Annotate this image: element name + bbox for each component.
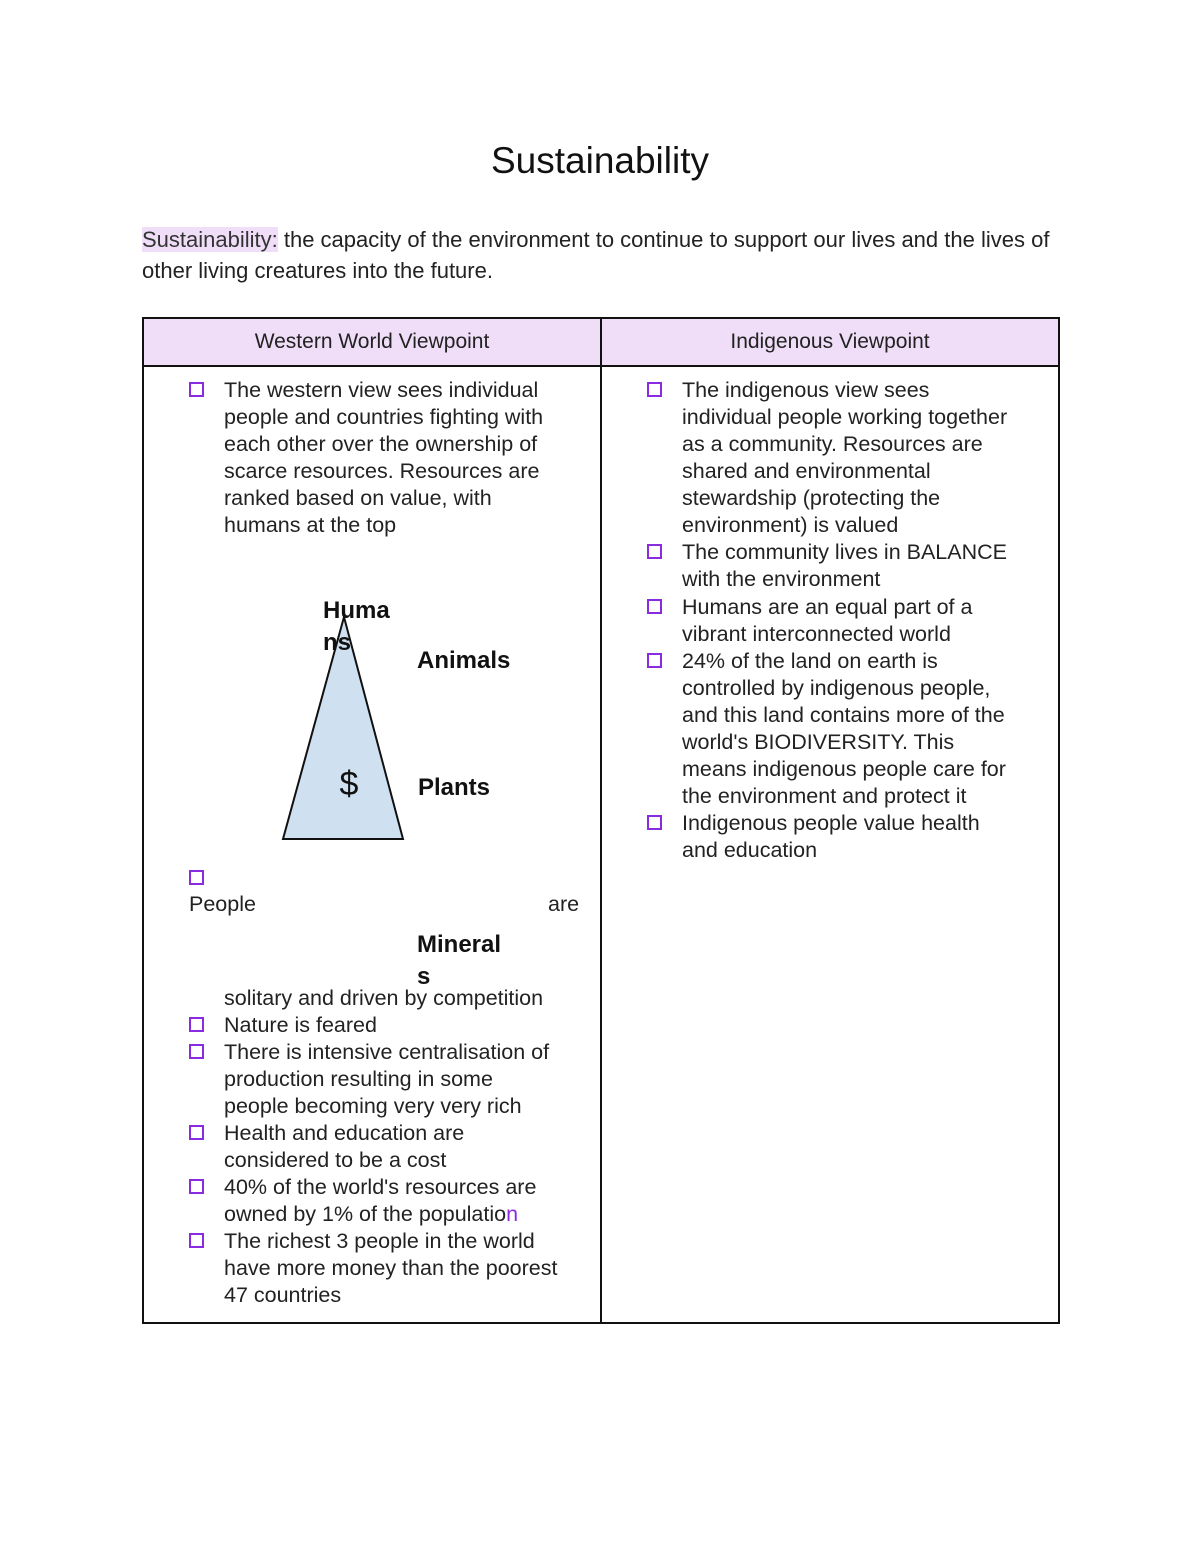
list-item: Humans are an equal part of a vibrant interconnected world xyxy=(647,594,1017,648)
pyramid-label-animals: Animals xyxy=(417,647,511,674)
western-header: Western World Viewpoint xyxy=(143,318,601,366)
definition-text: the capacity of the environment to continue to support our lives and the lives of other living creatures into the future. xyxy=(142,227,1050,283)
people-continuation: solitary and driven by competition xyxy=(224,986,544,1010)
page-title: Sustainability xyxy=(490,140,709,181)
checkbox-icon xyxy=(647,653,662,668)
indigenous-header: Indigenous Viewpoint xyxy=(601,318,1059,366)
western-column xyxy=(143,366,601,1323)
list-item: There is intensive centralisation of production resulting in some people becoming very very rich xyxy=(189,1039,559,1120)
checkbox-icon xyxy=(189,1044,204,1059)
definition-paragraph xyxy=(142,224,1062,286)
pyramid-label-plants: Plants xyxy=(418,774,491,801)
people-word: People xyxy=(189,892,256,916)
viewpoints-table xyxy=(142,317,1060,1324)
list-item: 40% of the world's resources are owned by 1% of the population xyxy=(189,1174,559,1228)
checkbox-icon xyxy=(647,599,662,614)
list-item: Nature is feared xyxy=(189,1012,559,1039)
list-item: Indigenous people value health and education xyxy=(647,810,1017,864)
list-item: 24% of the land on earth is controlled by indigenous people, and this land contains more of the world's BIODIVERSITY. This means indigenous people care for the environment and protect it xyxy=(647,648,1017,810)
checkbox-icon xyxy=(647,382,662,397)
list-item: The indigenous view sees individual people working together as a community. Resources are shared and environmental stewardship (protecting the environment) is valued xyxy=(647,377,1017,539)
checkbox-icon xyxy=(189,1017,204,1032)
checkbox-icon xyxy=(189,870,204,885)
checkbox-icon xyxy=(647,544,662,559)
dollar-symbol: $ xyxy=(339,765,359,803)
definition-term: Sustainability: xyxy=(142,227,278,252)
indigenous-column xyxy=(601,366,1059,1323)
checkbox-icon xyxy=(189,1179,204,1194)
list-item: The richest 3 people in the world have more money than the poorest 47 countries xyxy=(189,1228,559,1309)
list-item: The western view sees individual people and countries fighting with each other over the ownership of scarce resources. Resources are ranked based on value, with humans at the top xyxy=(189,377,559,539)
checkbox-icon xyxy=(189,1125,204,1140)
are-word: are xyxy=(548,892,580,916)
checkbox-icon xyxy=(647,815,662,830)
checkbox-icon xyxy=(189,1233,204,1248)
pyramid-label-humans: Huma ns xyxy=(323,597,390,656)
pyramid-label-minerals: Mineral s xyxy=(417,931,502,990)
list-item: Health and education are considered to be a cost xyxy=(189,1120,559,1174)
list-item: The community lives in BALANCE with the environment xyxy=(647,539,1017,593)
